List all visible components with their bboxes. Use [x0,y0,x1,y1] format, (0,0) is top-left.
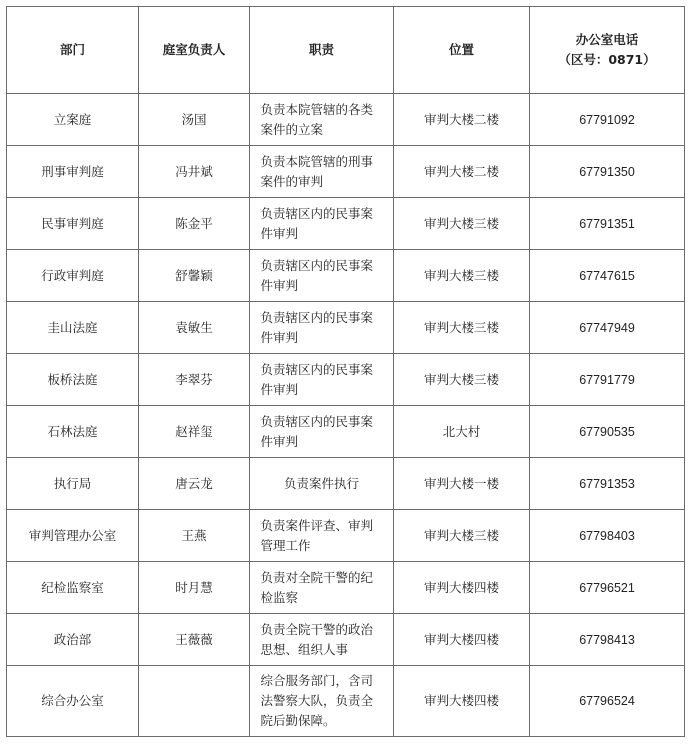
duty-cell [250,406,394,458]
duty-cell [250,302,394,354]
duty-text: 负责本院管辖的各类案件的立案 [260,101,374,137]
table-row [7,510,685,562]
table-row [7,250,685,302]
phone-cell: 67796521 [530,562,685,614]
table-row [7,94,685,146]
phone-cell: 67791353 [530,458,685,510]
department-cell: 刑事审判庭 [7,146,139,198]
table-row [7,562,685,614]
head-cell: 舒馨颖 [139,250,250,302]
department-cell: 综合办公室 [7,666,139,737]
table-row [7,666,685,737]
department-cell: 民事审判庭 [7,198,139,250]
duty-cell [250,250,394,302]
head-cell [139,666,250,737]
header-phone-areacode: （区号：0871） [558,52,656,67]
header-duty: 职责 [250,7,394,94]
head-cell: 汤国 [139,94,250,146]
department-directory-table [6,6,685,737]
department-cell: 政治部 [7,614,139,666]
duty-cell [250,562,394,614]
duty-text: 负责辖区内的民事案件审判 [260,257,374,293]
header-row [7,7,685,94]
table-row [7,198,685,250]
head-cell: 王燕 [139,510,250,562]
location-cell: 审判大楼二楼 [394,94,530,146]
department-cell: 行政审判庭 [7,250,139,302]
phone-cell: 67747615 [530,250,685,302]
phone-cell: 67798403 [530,510,685,562]
duty-cell [250,510,394,562]
duty-cell [250,198,394,250]
header-phone [530,7,685,94]
header-head: 庭室负责人 [139,7,250,94]
header-phone-title: 办公室电话 [575,32,639,47]
department-cell: 圭山法庭 [7,302,139,354]
department-cell: 立案庭 [7,94,139,146]
head-cell: 时月慧 [139,562,250,614]
head-cell: 冯井斌 [139,146,250,198]
phone-cell: 67747949 [530,302,685,354]
duty-text: 负责辖区内的民事案件审判 [260,361,374,397]
location-cell: 北大村 [394,406,530,458]
department-cell: 执行局 [7,458,139,510]
duty-cell [250,614,394,666]
phone-cell: 67791779 [530,354,685,406]
table-row [7,354,685,406]
duty-text: 负责辖区内的民事案件审判 [260,205,374,241]
duty-text: 负责对全院干警的纪检监察 [260,569,374,605]
department-cell: 纪检监察室 [7,562,139,614]
department-cell: 石林法庭 [7,406,139,458]
header-location: 位置 [394,7,530,94]
location-cell: 审判大楼三楼 [394,198,530,250]
duty-text: 负责全院干警的政治思想、组织人事 [260,621,374,657]
head-cell: 陈金平 [139,198,250,250]
header-department: 部门 [7,7,139,94]
phone-cell: 67796524 [530,666,685,737]
table-row [7,146,685,198]
duty-text: 负责辖区内的民事案件审判 [260,413,374,449]
phone-cell: 67791350 [530,146,685,198]
duty-cell [250,666,394,737]
department-cell: 审判管理办公室 [7,510,139,562]
duty-cell [250,354,394,406]
location-cell: 审判大楼三楼 [394,354,530,406]
duty-text: 负责辖区内的民事案件审判 [260,309,374,345]
head-cell: 袁敏生 [139,302,250,354]
table-row [7,406,685,458]
location-cell: 审判大楼四楼 [394,614,530,666]
location-cell: 审判大楼二楼 [394,146,530,198]
location-cell: 审判大楼三楼 [394,250,530,302]
table-row [7,458,685,510]
head-cell: 王薇薇 [139,614,250,666]
head-cell: 唐云龙 [139,458,250,510]
location-cell: 审判大楼四楼 [394,666,530,737]
location-cell: 审判大楼三楼 [394,510,530,562]
phone-cell: 67798413 [530,614,685,666]
location-cell: 审判大楼四楼 [394,562,530,614]
duty-cell [250,146,394,198]
duty-text: 综合服务部门，含司法警察大队，负责全院后勤保障。 [260,673,374,728]
head-cell: 赵祥玺 [139,406,250,458]
phone-cell: 67791092 [530,94,685,146]
phone-cell: 67791351 [530,198,685,250]
location-cell: 审判大楼一楼 [394,458,530,510]
duty-text: 负责本院管辖的刑事案件的审判 [260,153,374,189]
duty-cell [250,94,394,146]
phone-cell: 67790535 [530,406,685,458]
duty-text: 负责案件评查、审判管理工作 [260,517,374,553]
table-row [7,614,685,666]
location-cell: 审判大楼三楼 [394,302,530,354]
table-row [7,302,685,354]
duty-cell: 负责案件执行 [250,458,394,510]
department-cell: 板桥法庭 [7,354,139,406]
head-cell: 李翠芬 [139,354,250,406]
